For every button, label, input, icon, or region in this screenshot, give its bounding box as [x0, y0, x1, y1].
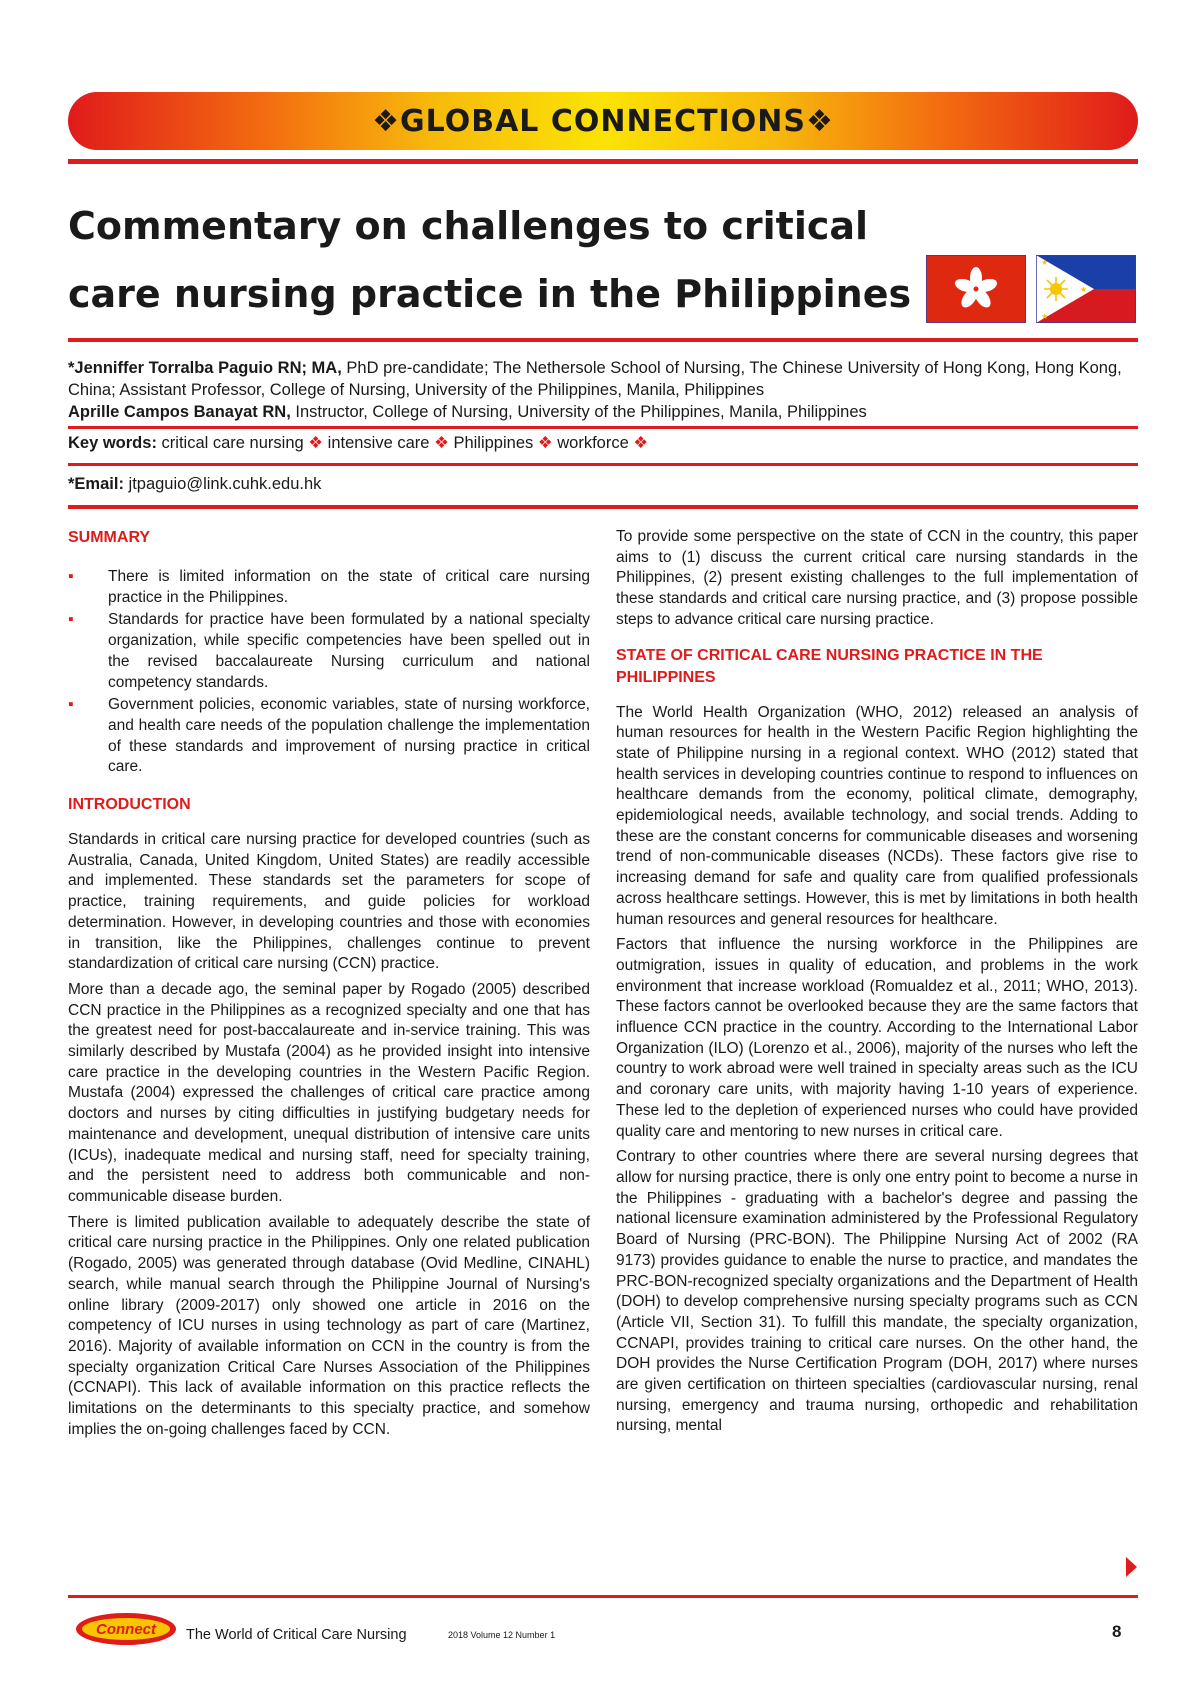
svg-text:★: ★	[1080, 285, 1088, 294]
keywords-label: Key words:	[68, 434, 157, 452]
hong-kong-flag-icon	[926, 255, 1026, 323]
right-column	[616, 527, 1138, 1442]
paragraph: The World Health Organization (WHO, 2012) released an analysis of human resources for health in the Western Pacific Region highlighting the state of Philippine nursing in a regional context. WHO (2012) stated that health services in developing countries continue to respond to influences on healthcare demands from the economy, political climate, demography, epidemiological needs, available technology, and social trends. Adding to these are the constant concerns for communicable diseases and worsening trend of non-communicable diseases (NCDs). These factors give rise to increasing demand for safe and quality care from qualified professionals across healthcare settings. However, this is met by limitations in both health human resources and general resources for healthcare.	[616, 703, 1138, 928]
list-item	[68, 567, 590, 608]
divider	[68, 505, 1138, 509]
keyword-separator-icon: ❖	[308, 434, 324, 452]
paragraph: To provide some perspective on the state of CCN in the country, this paper aims to (1) discuss the current critical care nursing standards in the Philippines, (2) present existing challenges to the full implementation of these standards and critical care nursing practice, and (3) propose possible steps to advance critical care nursing practice.	[616, 528, 1138, 628]
introduction-heading: INTRODUCTION	[68, 796, 191, 814]
connect-logo	[74, 1611, 178, 1647]
next-page-arrow-icon[interactable]	[1126, 1557, 1137, 1577]
author-affiliation: Instructor, College of Nursing, University of the Philippines, Manila, Philippines	[290, 403, 867, 421]
section-banner	[68, 92, 1138, 150]
paragraph: Factors that influence the nursing workforce in the Philippines are outmigration, issues in quality of education, and problems in the work environment that increase workload (Romualdez et al., 2011; WHO, 2013). These factors cannot be overlooked because they are the same factors that influence CCN practice in the country. According to the International Labor Organization (ILO) (Lorenzo et al., 2006), majority of the nurses who left the country to work abroad were well trained in specialty areas such as the ICU and coronary care units, with majority having 1-10 years of experience. These led to the depletion of experienced nurses who could have provided quality care and mentoring to new nurses in critical care.	[616, 936, 1138, 1140]
author-affiliation: PhD pre-candidate; The Nethersole School of Nursing, The Chinese University of Hong Kong, Hong Kong, China; Assistant Professor, College of Nursing, University of the Philippines, Manila, Philippines	[68, 359, 1122, 399]
article-title: Commentary on challenges to critical care nursing practice in the Philippines	[68, 204, 912, 316]
bullet-icon: ▪	[68, 568, 74, 585]
page-number: 8	[1112, 1622, 1122, 1641]
divider	[68, 1595, 1138, 1598]
list-item	[68, 695, 590, 778]
keyword-separator-icon: ❖	[633, 434, 649, 452]
keyword: intensive care	[327, 434, 430, 452]
keyword-separator-icon: ❖	[434, 434, 449, 452]
divider	[68, 463, 1138, 466]
keyword: Philippines	[453, 434, 534, 452]
keyword-separator-icon: ❖	[537, 434, 553, 452]
author-block	[68, 357, 1138, 423]
author-name: Aprille Campos Banayat RN,	[68, 403, 291, 421]
summary-text: Government policies, economic variables, state of nursing workforce, and health care needs of the population challenge the implementation of these standards and improvement of nursing practice in critical care.	[108, 696, 590, 776]
footer-volume: 2018 Volume 12 Number 1	[448, 1630, 556, 1640]
divider	[68, 426, 1138, 429]
footer-journal: The World of Critical Care Nursing	[186, 1627, 407, 1643]
bullet-icon: ▪	[68, 696, 74, 714]
paragraph: More than a decade ago, the seminal paper by Rogado (2005) described CCN practice in the Philippines as a recognized specialty and one that has the greatest need for post-baccalaureate and in-service training. This was similarly described by Mustafa (2004) as he provided insight into intensive care practice in the developing countries in the Western Pacific Region. Mustafa (2004) expressed the challenges of critical care practice among doctors and nurses by citing difficulties in justifying budgetary needs for maintenance and development, unequal distribution of intensive care units (ICUs), inadequate medical and nursing staff, need for specialty training, and the persistent need to address both communicable and non-communicable disease burden.	[68, 980, 590, 1205]
email-address[interactable]: jtpaguio@link.cuhk.edu.hk	[128, 475, 322, 493]
section-heading: STATE OF CRITICAL CARE NURSING PRACTICE IN THE PHILIPPINES	[616, 646, 1043, 686]
email-label: *Email:	[68, 475, 124, 493]
list-item	[68, 610, 590, 693]
keyword: critical care nursing	[161, 434, 304, 452]
divider	[68, 338, 1138, 342]
left-column	[68, 527, 590, 1445]
paragraph: Contrary to other countries where there are several nursing degrees that allow for nursing practice, there is only one entry point to become a nurse in the Philippines - graduating with a bachelor's degree and passing the national licensure examination administered by the Professional Regulatory Board of Nursing (PRC-BON). The Philippine Nursing Act of 2002 (RA 9173) provides guidance to enable the nurse to practice, and mandates the PRC-BON-recognized specialty organizations and the Department of Health (DOH) to develop comprehensive nursing specialty programs such as CCN (Article VII, Section 31). To fulfill this mandate, the specialty organization, CCNAPI, provides training to critical care nurses. On the other hand, the DOH provides the Nurse Certification Program (DOH, 2017) where nurses are given certification on thirteen specialties (cardiovascular nursing, renal nursing, emergency and trauma nursing, orthopedic and rehabilitation nursing, mental	[616, 1148, 1138, 1435]
keyword: workforce	[557, 434, 629, 452]
email-line	[68, 475, 1138, 494]
bullet-icon: ▪	[68, 611, 74, 629]
author-name: *Jenniffer Torralba Paguio RN; MA,	[68, 359, 342, 377]
divider	[68, 159, 1138, 164]
svg-text:★: ★	[1041, 258, 1049, 267]
paragraph: There is limited publication available to adequately describe the state of critical care nursing practice in the Philippines. Only one related publication (Rogado, 2005) was generated through database (Ovid Medline, CINAHL) search, while manual search through the Philippine Journal of Nursing's online library (2009-2017) only showed one article in 2016 on the competency of ICU nurses in using technology as part of care (Martinez, 2016). Majority of available information on CCN in the country is from the specialty organization Critical Care Nurses Association of the Philippines (CCNAPI). This lack of available information on this practice reflects the limitations on the determinants to this specialty practice, and somehow implies the on-going challenges faced by CCN.	[68, 1213, 590, 1438]
logo-text: Connect	[96, 1621, 156, 1638]
paragraph: Standards in critical care nursing practice for developed countries (such as Australia, Canada, United Kingdom, United States) are readily accessible and implemented. These standards set the parameters for scope of practice, training requirements, and guide policies for workload determination. However, in developing countries and those with economies in transition, like the Philippines, challenges continue to prevent standardization of critical care nursing (CCN) practice.	[68, 831, 590, 973]
summary-text: Standards for practice have been formulated by a national specialty organization, while specific competencies have been spelled out in the revised baccalaureate Nursing curriculum and national competency standards.	[108, 611, 590, 691]
philippines-flag-icon	[1036, 255, 1136, 323]
banner-title: ❖GLOBAL CONNECTIONS❖	[372, 103, 834, 139]
keywords-line	[68, 433, 1138, 453]
svg-text:★: ★	[1041, 312, 1049, 321]
summary-list	[68, 567, 590, 778]
summary-text: There is limited information on the state of critical care nursing practice in the Philippines.	[108, 568, 590, 606]
summary-heading: SUMMARY	[68, 529, 151, 546]
